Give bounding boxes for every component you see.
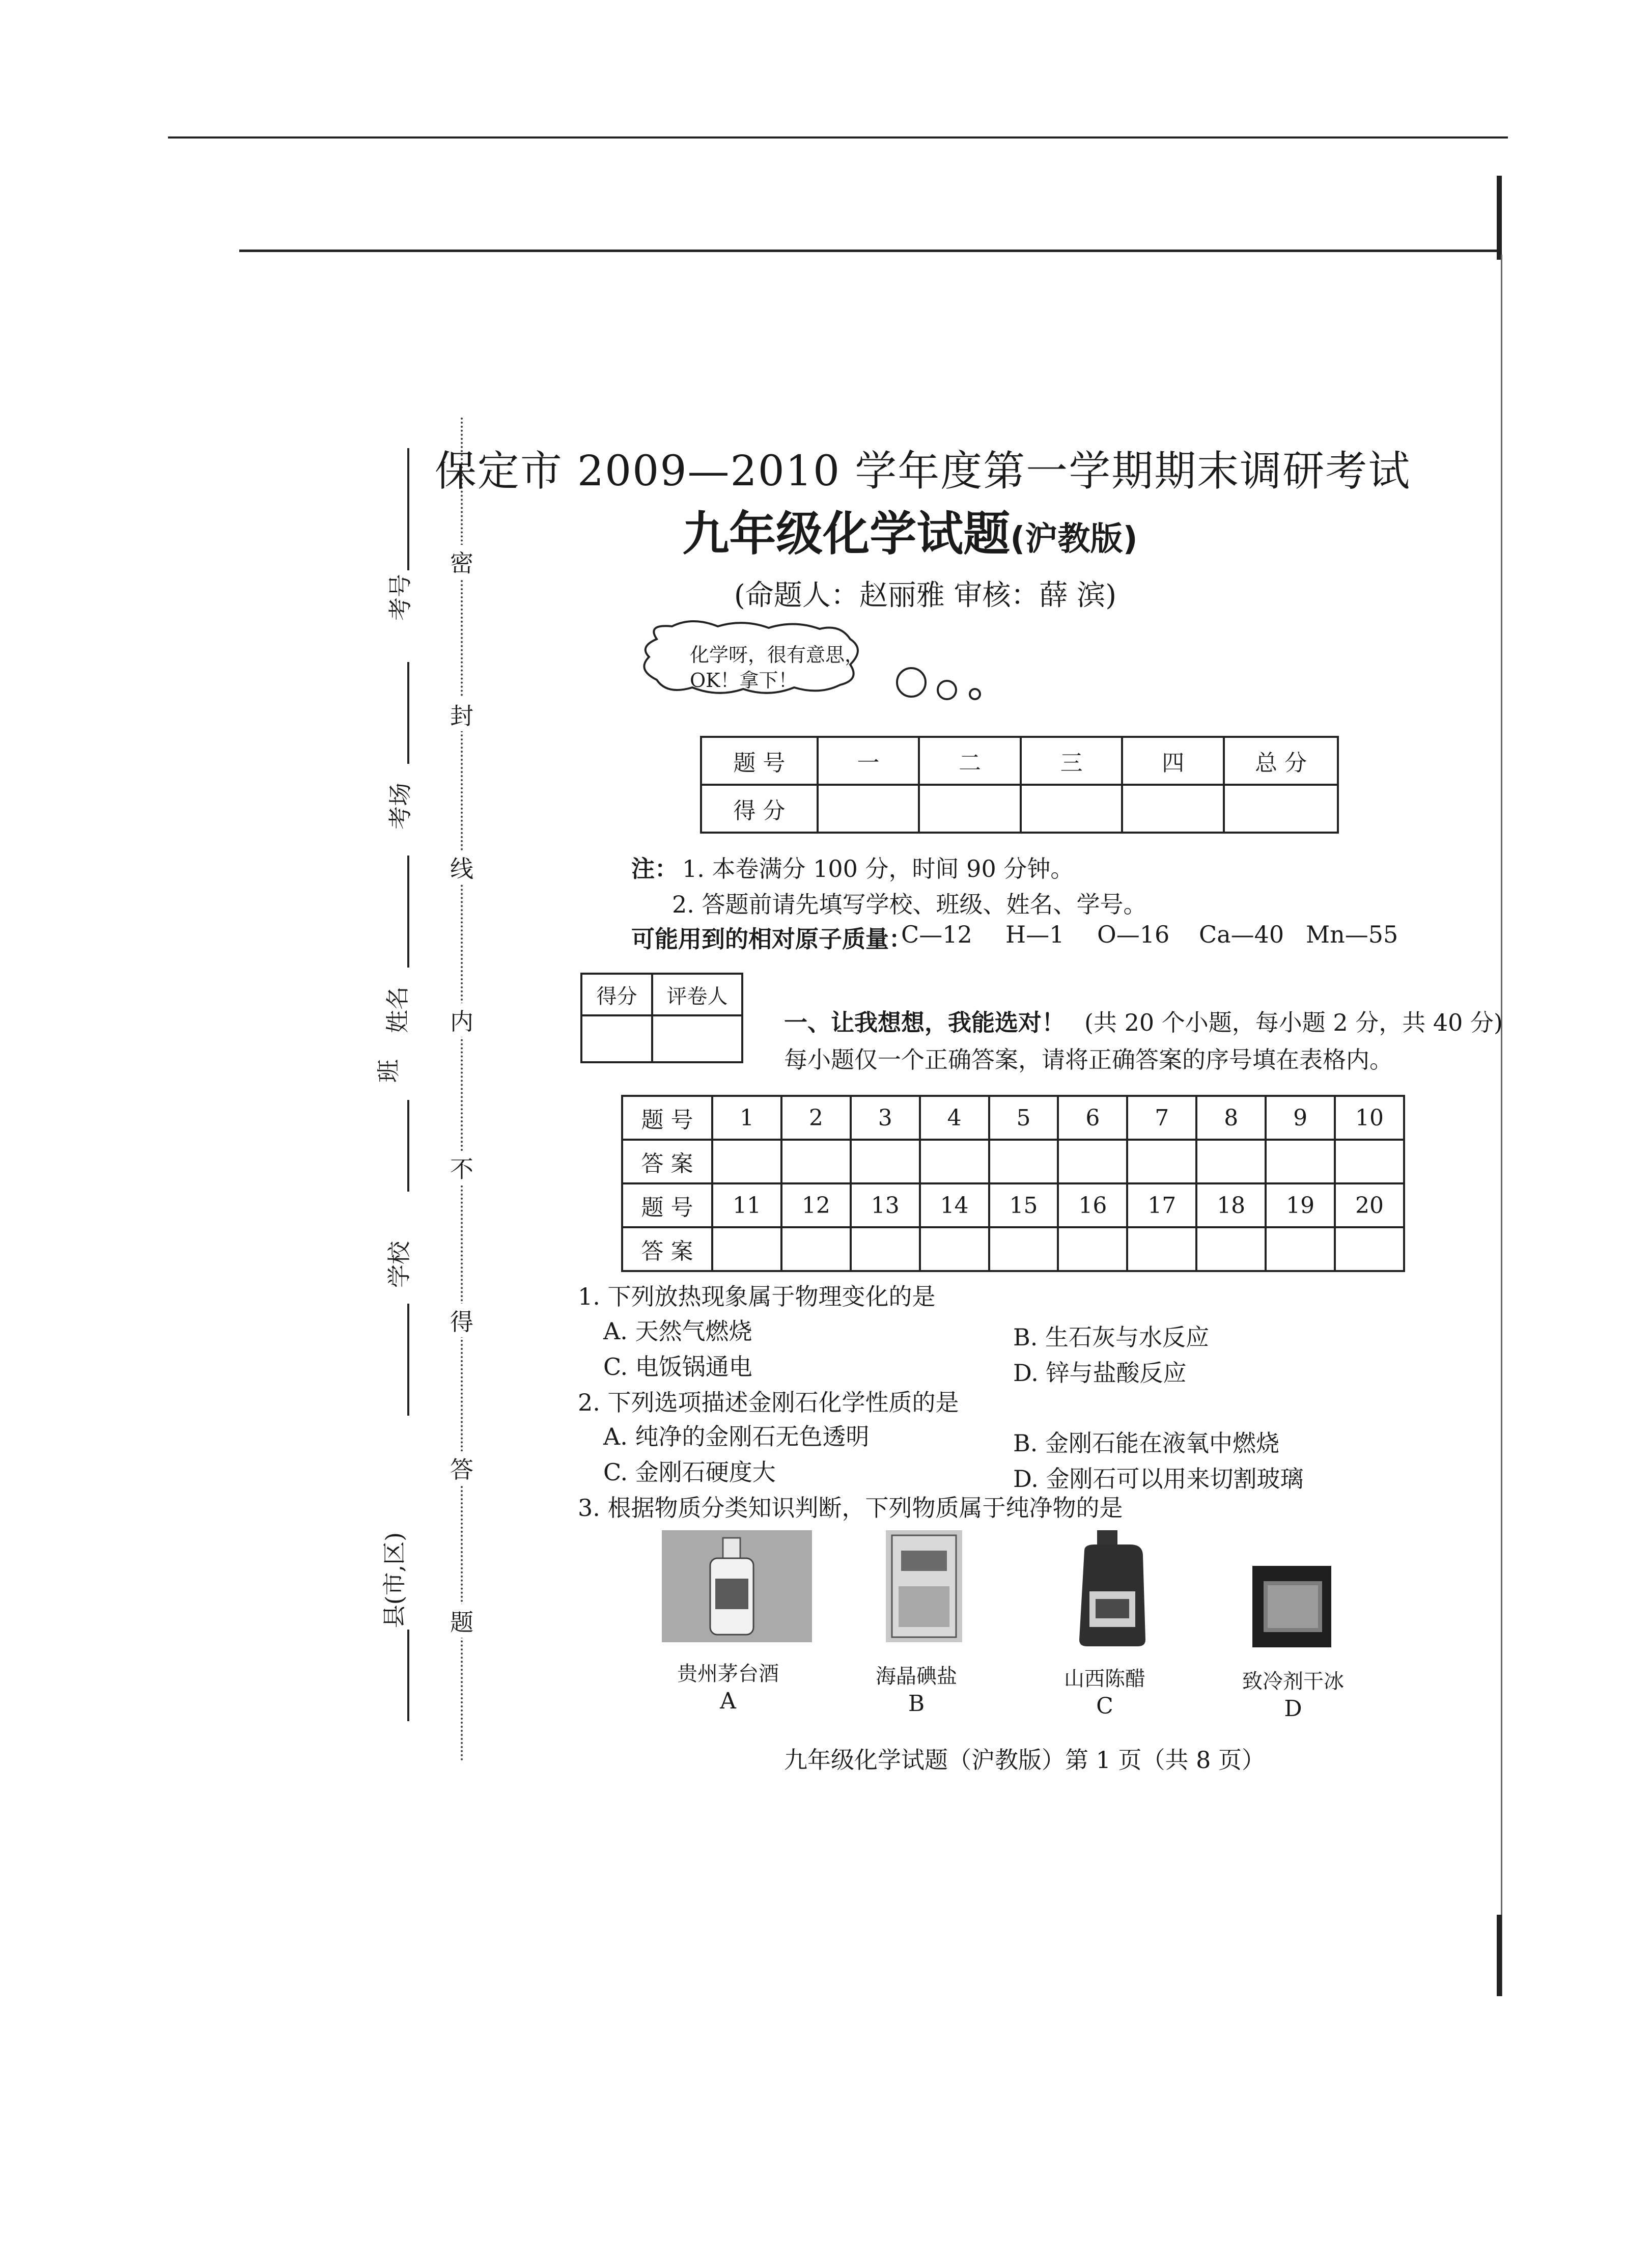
- bubble-text-2: OK！拿下！: [690, 669, 798, 692]
- question-number: 11: [712, 1183, 781, 1227]
- score-row-label: 得 分: [701, 785, 818, 833]
- answer-cell[interactable]: [1335, 1140, 1404, 1183]
- score-header: 题 号: [701, 737, 818, 785]
- option-letter: D: [1284, 1696, 1302, 1722]
- option-letter: C: [1096, 1693, 1113, 1719]
- atomic-mass: H—1: [1005, 921, 1065, 948]
- score-header: 总 分: [1224, 737, 1338, 785]
- seal-char: 答: [446, 1451, 477, 1485]
- question-number: 3: [851, 1096, 920, 1140]
- answer-row-label: 题 号: [622, 1183, 712, 1227]
- field-line-xuexiao: [407, 1304, 409, 1416]
- answer-cell[interactable]: [1127, 1227, 1196, 1271]
- score-header: 四: [1122, 737, 1224, 785]
- question-number: 19: [1266, 1183, 1335, 1227]
- question-number: 10: [1335, 1096, 1404, 1140]
- question-number: 2: [781, 1096, 851, 1140]
- seal-char: 得: [446, 1304, 477, 1337]
- question-number: 17: [1127, 1183, 1196, 1227]
- answer-cell[interactable]: [1058, 1140, 1127, 1183]
- paper-title: [0, 496, 1652, 564]
- answer-row-label: 题 号: [622, 1096, 712, 1140]
- answer-cell[interactable]: [712, 1140, 781, 1183]
- product-caption: 山西陈醋: [1064, 1667, 1145, 1691]
- score-cell[interactable]: [1224, 785, 1338, 833]
- answer-cell[interactable]: [1335, 1227, 1404, 1271]
- seal-char: 封: [446, 698, 477, 731]
- section1-title: 一、让我想想，我能选对！: [784, 1009, 1065, 1036]
- field-label-ban: 班: [375, 1059, 402, 1083]
- option-letter: B: [908, 1691, 925, 1717]
- right-edge-mark-bottom: [1497, 1915, 1502, 1996]
- answer-cell[interactable]: [1196, 1140, 1266, 1183]
- answer-cell[interactable]: [712, 1227, 781, 1271]
- field-line-xian: [407, 1630, 409, 1721]
- question-option: A. 纯净的金刚石无色透明: [603, 1423, 870, 1450]
- answer-cell[interactable]: [851, 1227, 920, 1271]
- answer-cell[interactable]: [851, 1140, 920, 1183]
- seal-char: 不: [446, 1151, 477, 1184]
- field-line-ban: [407, 1100, 409, 1192]
- question-stem: 1. 下列放热现象属于物理变化的是: [578, 1283, 936, 1310]
- product-photo-vinegar: [1069, 1530, 1156, 1647]
- question-number: 6: [1058, 1096, 1127, 1140]
- field-label-xian: 县(市,区): [380, 1532, 408, 1629]
- right-edge-mark-top: [1497, 176, 1502, 260]
- question-option: B. 金刚石能在液氧中燃烧: [1013, 1429, 1280, 1457]
- question-option: C. 电饭锅通电: [603, 1353, 752, 1381]
- product-photo-maotai: [662, 1530, 812, 1642]
- product-caption: 海晶碘盐: [876, 1665, 957, 1688]
- grader-name-label: 评卷人: [652, 974, 742, 1015]
- grader-name-cell[interactable]: [652, 1015, 742, 1062]
- notes-label: 注：: [631, 855, 678, 882]
- answer-cell[interactable]: [1266, 1227, 1335, 1271]
- grader-box: [580, 973, 743, 1063]
- answer-row-label: 答 案: [622, 1227, 712, 1271]
- question-number: 18: [1196, 1183, 1266, 1227]
- answer-cell[interactable]: [920, 1227, 989, 1271]
- top-border-line: [168, 136, 1508, 139]
- answer-cell[interactable]: [989, 1140, 1058, 1183]
- seal-char: 线: [446, 850, 477, 884]
- score-table: [700, 736, 1339, 834]
- section1-detail: (共 20 个小题，每小题 2 分，共 40 分): [1084, 1009, 1503, 1036]
- question-number: 12: [781, 1183, 851, 1227]
- seal-char: 题: [446, 1604, 477, 1638]
- question-option: B. 生石灰与水反应: [1013, 1323, 1210, 1351]
- field-label-kaochang: 考场: [386, 783, 414, 830]
- seal-dotted-line: [461, 418, 463, 1762]
- answer-cell[interactable]: [781, 1140, 851, 1183]
- score-header: 三: [1021, 737, 1123, 785]
- question-number: 13: [851, 1183, 920, 1227]
- answer-cell[interactable]: [781, 1227, 851, 1271]
- question-number: 4: [920, 1096, 989, 1140]
- paper-authors: (命题人：赵丽雅 审核：薛 滨): [734, 579, 1117, 612]
- grader-score-cell[interactable]: [581, 1015, 652, 1062]
- answer-cell[interactable]: [1127, 1140, 1196, 1183]
- score-header: 一: [818, 737, 919, 785]
- answer-cell[interactable]: [1058, 1227, 1127, 1271]
- question-stem: 2. 下列选项描述金刚石化学性质的是: [578, 1389, 959, 1416]
- question-number: 5: [989, 1096, 1058, 1140]
- product-photo-salt: [886, 1530, 962, 1642]
- question-option: D. 金刚石可以用来切割玻璃: [1013, 1465, 1304, 1493]
- score-cell[interactable]: [919, 785, 1021, 833]
- bubble-text-1: 化学呀，很有意思，: [690, 644, 864, 666]
- note-item: 1. 本卷满分 100 分，时间 90 分钟。: [682, 855, 1074, 882]
- paper-title-main: 九年级化学试题: [682, 507, 1011, 561]
- seal-char: 内: [446, 1003, 477, 1037]
- atomic-mass-label: 可能用到的相对原子质量：: [631, 925, 912, 953]
- atomic-mass: O—16: [1097, 921, 1170, 948]
- question-number: 9: [1266, 1096, 1335, 1140]
- answer-table: [621, 1095, 1405, 1272]
- seal-char: 密: [446, 545, 477, 578]
- scan-edge-line: [239, 250, 1502, 252]
- field-line-kaochang: [407, 662, 409, 764]
- question-number: 7: [1127, 1096, 1196, 1140]
- question-number: 1: [712, 1096, 781, 1140]
- paper-title-edition: (沪教版): [1010, 520, 1138, 558]
- answer-cell[interactable]: [920, 1140, 989, 1183]
- product-photo-dryice: [1252, 1566, 1331, 1647]
- atomic-mass: Ca—40: [1199, 921, 1284, 948]
- question-stem: 3. 根据物质分类知识判断，下列物质属于纯净物的是: [578, 1494, 1123, 1522]
- question-number: 8: [1196, 1096, 1266, 1140]
- answer-cell[interactable]: [989, 1227, 1058, 1271]
- product-caption: 致冷剂干冰: [1242, 1670, 1344, 1693]
- atomic-mass: Mn—55: [1306, 921, 1398, 948]
- field-label-xingming: 姓名: [384, 986, 411, 1033]
- answer-cell[interactable]: [1266, 1140, 1335, 1183]
- field-line-xingming: [407, 856, 409, 968]
- grader-score-label: 得分: [581, 974, 652, 1015]
- product-caption: 贵州茅台酒: [677, 1662, 779, 1686]
- question-number: 14: [920, 1183, 989, 1227]
- field-label-xuexiao: 学校: [385, 1241, 413, 1288]
- score-cell[interactable]: [1122, 785, 1224, 833]
- page-footer: 九年级化学试题（沪教版）第 1 页（共 8 页）: [784, 1746, 1266, 1774]
- field-label-kaohao: 考号: [386, 574, 414, 621]
- answer-cell[interactable]: [1196, 1227, 1266, 1271]
- section1-instruction: 每小题仅一个正确答案，请将正确答案的序号填在表格内。: [784, 1046, 1393, 1073]
- question-number: 20: [1335, 1183, 1404, 1227]
- exam-header: 保定市 2009—2010 学年度第一学期期末调研考试: [434, 447, 1411, 495]
- question-option: D. 锌与盐酸反应: [1013, 1359, 1187, 1387]
- option-letter: A: [720, 1688, 736, 1714]
- question-option: A. 天然气燃烧: [603, 1317, 752, 1345]
- answer-row-label: 答 案: [622, 1140, 712, 1183]
- question-option: C. 金刚石硬度大: [603, 1458, 776, 1486]
- question-number: 16: [1058, 1183, 1127, 1227]
- score-cell[interactable]: [1021, 785, 1123, 833]
- score-header: 二: [919, 737, 1021, 785]
- question-number: 15: [989, 1183, 1058, 1227]
- note-item: 2. 答题前请先填写学校、班级、姓名、学号。: [672, 891, 1147, 918]
- atomic-mass: C—12: [901, 921, 972, 948]
- score-cell[interactable]: [818, 785, 919, 833]
